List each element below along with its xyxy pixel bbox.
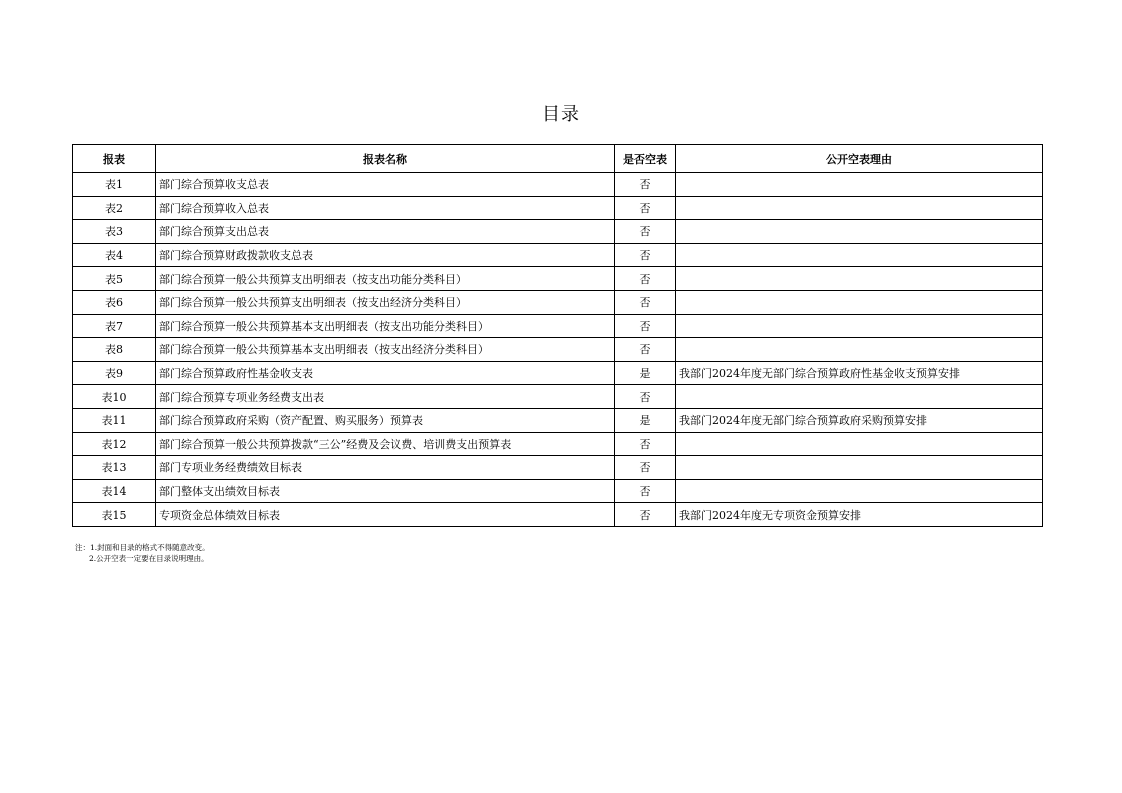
- cell-name: 部门综合预算一般公共预算支出明细表（按支出经济分类科目）: [156, 290, 615, 314]
- cell-reason: 我部门2024年度无部门综合预算政府性基金收支预算安排: [676, 361, 1043, 385]
- cell-empty: 否: [615, 432, 676, 456]
- cell-code: 表14: [73, 479, 156, 503]
- cell-name: 部门整体支出绩效目标表: [156, 479, 615, 503]
- cell-reason: [676, 173, 1043, 197]
- header-name: 报表名称: [156, 145, 615, 173]
- cell-name: 部门综合预算一般公共预算拨款“三公”经费及会议费、培训费支出预算表: [156, 432, 615, 456]
- cell-code: 表3: [73, 220, 156, 244]
- table-row: [73, 267, 1043, 291]
- cell-empty: 否: [615, 290, 676, 314]
- cell-reason: [676, 220, 1043, 244]
- table-row: [73, 338, 1043, 362]
- cell-empty: 是: [615, 361, 676, 385]
- cell-name: 部门综合预算一般公共预算支出明细表（按支出功能分类科目）: [156, 267, 615, 291]
- cell-empty: 否: [615, 503, 676, 527]
- cell-code: 表6: [73, 290, 156, 314]
- cell-empty: 否: [615, 267, 676, 291]
- table-row: [73, 385, 1043, 409]
- cell-empty: 否: [615, 456, 676, 480]
- cell-code: 表15: [73, 503, 156, 527]
- header-reason: 公开空表理由: [676, 145, 1043, 173]
- cell-empty: 否: [615, 314, 676, 338]
- table-row: [73, 479, 1043, 503]
- cell-empty: 是: [615, 408, 676, 432]
- cell-empty: 否: [615, 196, 676, 220]
- table-row: [73, 408, 1043, 432]
- cell-name: 部门综合预算收入总表: [156, 196, 615, 220]
- footnotes: [75, 542, 210, 564]
- header-empty: 是否空表: [615, 145, 676, 173]
- footnote-2: 2.公开空表一定要在目录说明理由。: [89, 554, 209, 563]
- cell-empty: 否: [615, 173, 676, 197]
- cell-name: 部门专项业务经费绩效目标表: [156, 456, 615, 480]
- cell-code: 表8: [73, 338, 156, 362]
- table-row: [73, 361, 1043, 385]
- cell-name: 专项资金总体绩效目标表: [156, 503, 615, 527]
- cell-code: 表4: [73, 243, 156, 267]
- cell-empty: 否: [615, 338, 676, 362]
- table-row: [73, 456, 1043, 480]
- cell-empty: 否: [615, 385, 676, 409]
- cell-reason: [676, 196, 1043, 220]
- cell-reason: [676, 479, 1043, 503]
- cell-code: 表12: [73, 432, 156, 456]
- table-row: [73, 432, 1043, 456]
- cell-reason: [676, 267, 1043, 291]
- table-row: [73, 290, 1043, 314]
- cell-name: 部门综合预算财政拨款收支总表: [156, 243, 615, 267]
- cell-reason: [676, 456, 1043, 480]
- cell-code: 表11: [73, 408, 156, 432]
- page-title: 目录: [542, 104, 580, 125]
- cell-code: 表9: [73, 361, 156, 385]
- cell-code: 表5: [73, 267, 156, 291]
- cell-reason: [676, 314, 1043, 338]
- table-row: [73, 243, 1043, 267]
- contents-table: [72, 144, 1043, 527]
- cell-name: 部门综合预算政府性基金收支表: [156, 361, 615, 385]
- cell-empty: 否: [615, 220, 676, 244]
- cell-name: 部门综合预算一般公共预算基本支出明细表（按支出经济分类科目）: [156, 338, 615, 362]
- cell-code: 表2: [73, 196, 156, 220]
- table-row: [73, 314, 1043, 338]
- cell-reason: [676, 338, 1043, 362]
- footnote-1: 注：1.封面和目录的格式不得随意改变。: [75, 543, 210, 552]
- cell-name: 部门综合预算政府采购（资产配置、购买服务）预算表: [156, 408, 615, 432]
- cell-reason: [676, 385, 1043, 409]
- header-code: 报表: [73, 145, 156, 173]
- table-row: [73, 220, 1043, 244]
- cell-empty: 否: [615, 479, 676, 503]
- cell-name: 部门综合预算专项业务经费支出表: [156, 385, 615, 409]
- table-row: [73, 503, 1043, 527]
- cell-name: 部门综合预算收支总表: [156, 173, 615, 197]
- table-row: [73, 173, 1043, 197]
- cell-code: 表13: [73, 456, 156, 480]
- cell-name: 部门综合预算一般公共预算基本支出明细表（按支出功能分类科目）: [156, 314, 615, 338]
- cell-reason: 我部门2024年度无部门综合预算政府采购预算安排: [676, 408, 1043, 432]
- table-header-row: [73, 145, 1043, 173]
- cell-empty: 否: [615, 243, 676, 267]
- cell-code: 表7: [73, 314, 156, 338]
- cell-reason: [676, 432, 1043, 456]
- cell-reason: [676, 290, 1043, 314]
- table-body: [73, 173, 1043, 527]
- cell-code: 表10: [73, 385, 156, 409]
- cell-code: 表1: [73, 173, 156, 197]
- cell-name: 部门综合预算支出总表: [156, 220, 615, 244]
- table-row: [73, 196, 1043, 220]
- cell-reason: 我部门2024年度无专项资金预算安排: [676, 503, 1043, 527]
- cell-reason: [676, 243, 1043, 267]
